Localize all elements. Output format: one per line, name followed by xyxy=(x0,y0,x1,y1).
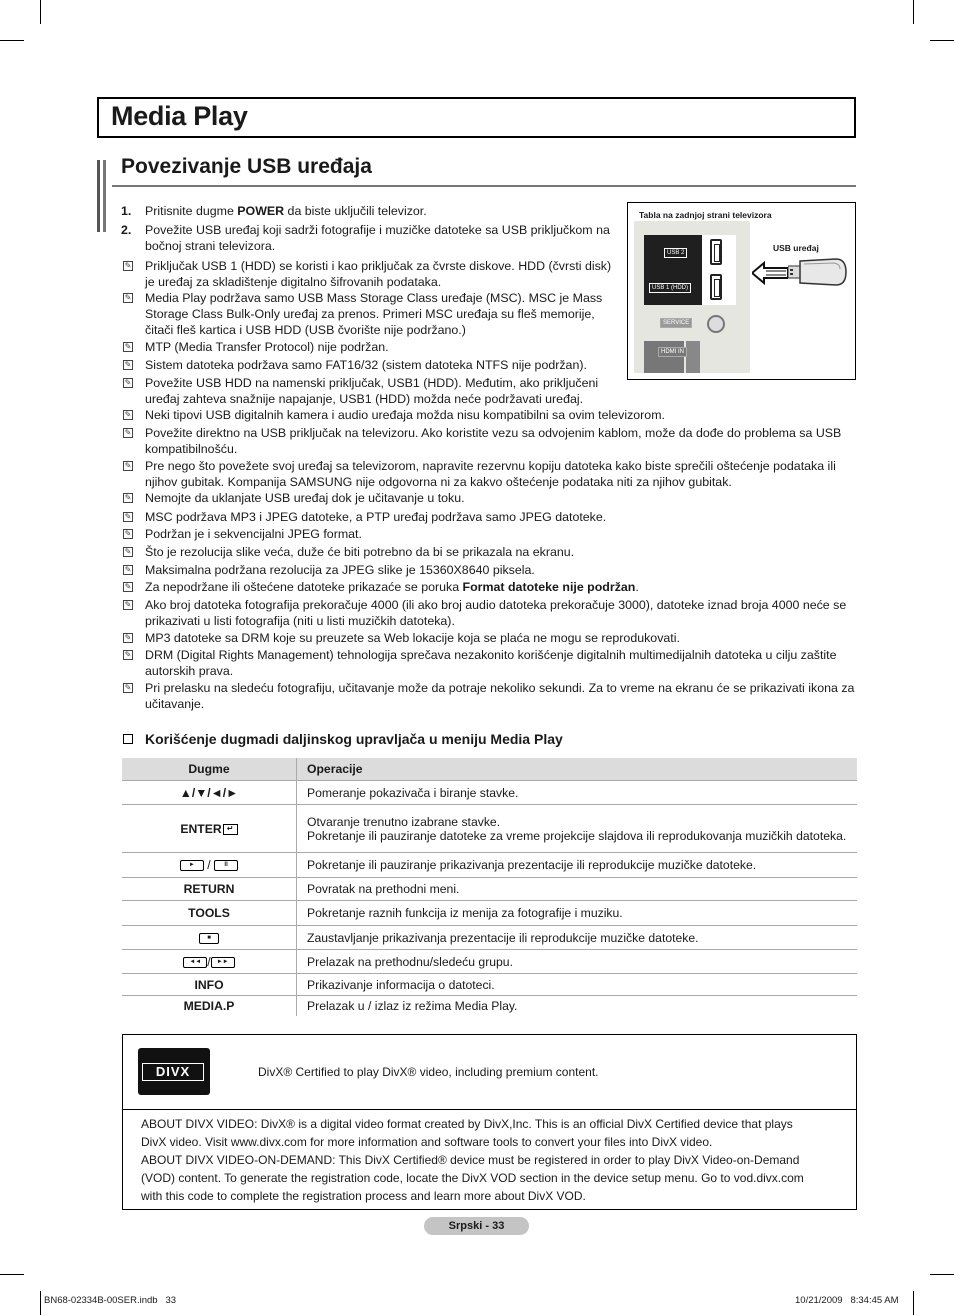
button-cell xyxy=(122,926,297,950)
note-icon: ✎ xyxy=(124,683,132,692)
usb1-label: USB 1 (HDD) xyxy=(649,283,691,293)
section-title: Povezivanje USB uređaja xyxy=(121,155,372,178)
crop-mark xyxy=(913,1291,914,1315)
crop-mark xyxy=(40,0,41,24)
step-text: Pritisnite dugme POWER da biste uključili televizor. xyxy=(145,204,427,218)
usb2-port-icon xyxy=(710,239,722,265)
note-icon: ✎ xyxy=(124,261,132,270)
usb2-label: USB 2 xyxy=(664,248,687,258)
button-cell: RETURN xyxy=(122,878,297,901)
note-icon: ✎ xyxy=(124,512,132,521)
divx-about-text: ABOUT DIVX VIDEO: DivX® is a digital video format created by DivX,Inc. This is an official DivX Certified device that plays DivX video. Visit www.divx.com for more information and software tools to convert your files into DivX video. ABOUT DIVX VIDEO-ON-DEMAND: This DivX Certified® device must be registered in order to play DivX Video-on-Demand (VOD) content. To generate the registration code, locate the DivX VOD section in the device setup menu. Go to vod.divx.com with this code to complete the registration process and learn more about DivX VOD. xyxy=(141,1117,804,1203)
remote-buttons-table xyxy=(122,758,857,1016)
panel-dark-area xyxy=(644,341,684,373)
table-row xyxy=(122,901,857,926)
forward-button-icon: ►► xyxy=(211,957,235,968)
note-icon: ✎ xyxy=(124,633,132,642)
operation-cell: Zaustavljanje prikazivanja prezentacije ili reprodukcije muzičke datoteke. xyxy=(297,926,858,950)
footer-file: BN68-02334B-00SER.indb 33 xyxy=(44,1295,177,1306)
section-bar xyxy=(97,160,100,232)
note-icon: ✎ xyxy=(124,293,132,302)
button-cell: ► / II xyxy=(122,853,297,878)
arrow-left-icon xyxy=(752,261,788,285)
usb-stick-icon xyxy=(788,255,848,289)
note-icon: ✎ xyxy=(124,582,132,591)
note-text: Ako broj datoteka fotografija prekoračuje 4000 (ili ako broj audio datoteka prekoračuje 3000), datoteke iznad broja 4000 neće se prikazivati u listi fotografija (niti u listi muzičkih datoteka). xyxy=(145,598,847,628)
service-label: SERVICE xyxy=(660,318,692,328)
page-number: Srpski - 33 xyxy=(424,1217,529,1235)
section-bar xyxy=(103,160,106,232)
subsection-title: Korišćenje dugmadi daljinskog upravljača u meniju Media Play xyxy=(145,731,563,747)
enter-icon: ↵ xyxy=(223,824,238,835)
note-text: Sistem datoteka podržava samo FAT16/32 (sistem datoteka NTFS nije podržan). xyxy=(145,358,587,372)
table-row xyxy=(122,878,857,901)
crop-mark xyxy=(913,0,914,24)
note-text: Povežite USB HDD na namenski priključak, USB1 (HDD). Međutim, ako priključeni uređaj zahteva snažnije napajanje, USB1 (HDD) možda neće podržavati uređaj. xyxy=(145,376,599,406)
rewind-button-icon: ◄◄ xyxy=(183,957,207,968)
note-text: MSC podržava MP3 i JPEG datoteke, a PTP uređaj podržava samo JPEG datoteke. xyxy=(145,510,607,524)
note-text: Maksimalna podržana rezolucija za JPEG slike je 15360X8640 piksela. xyxy=(145,563,535,577)
crop-mark xyxy=(0,1274,24,1275)
table-row xyxy=(122,853,857,878)
crop-mark xyxy=(930,1274,954,1275)
note-icon: ✎ xyxy=(124,461,132,470)
button-cell: TOOLS xyxy=(122,901,297,926)
note-icon: ✎ xyxy=(124,650,132,659)
operation-cell: Prikazivanje informacija o datoteci. xyxy=(297,974,858,996)
note-text: Podržan je i sekvencijalni JPEG format. xyxy=(145,527,362,541)
divx-certified-text: DivX® Certified to play DivX® video, including premium content. xyxy=(258,1065,599,1079)
operation-cell: Otvaranje trenutno izabrane stavke. Pokretanje ili pauziranje datoteke za vreme projekcije slajdova ili reprodukovanja muzičkih datoteka. xyxy=(297,805,858,853)
table-row xyxy=(122,974,857,996)
note-text: MTP (Media Transfer Protocol) nije podržan. xyxy=(145,340,389,354)
button-cell: MEDIA.P xyxy=(122,996,297,1016)
note-icon: ✎ xyxy=(124,547,132,556)
table-row xyxy=(122,781,857,805)
table-row xyxy=(122,926,857,950)
note-icon: ✎ xyxy=(124,493,132,502)
button-cell: ▲/▼/◄/► xyxy=(122,781,297,805)
table-header: Operacije xyxy=(297,758,858,781)
note-text: Pri prelasku na sledeću fotografiju, učitavanje može da potraje nekoliko sekundi. Za to vreme na ekranu će se prikazivati ikona za učitavanje. xyxy=(145,681,855,711)
page-title: Media Play xyxy=(111,101,248,131)
operation-cell: Pokretanje raznih funkcija iz menija za fotografije i muziku. xyxy=(297,901,858,926)
service-port-icon xyxy=(707,315,725,333)
usb1-port-icon xyxy=(710,274,722,300)
note-icon: ✎ xyxy=(124,428,132,437)
tv-panel xyxy=(634,221,750,373)
step-number: 1. xyxy=(121,204,132,218)
note-text: Za nepodržane ili oštećene datoteke prikazaće se poruka Format datoteke nije podržan. xyxy=(145,580,639,594)
button-cell: ◄◄ / ►► xyxy=(122,950,297,974)
hdmi-label: HDMI IN xyxy=(658,347,687,357)
operation-cell: Povratak na prethodni meni. xyxy=(297,878,858,901)
operation-cell: Prelazak u / izlaz iz režima Media Play. xyxy=(307,998,518,1013)
table-row xyxy=(122,950,857,974)
note-icon: ✎ xyxy=(124,410,132,419)
crop-mark xyxy=(0,40,24,41)
panel-dark-area xyxy=(686,341,700,373)
note-text: DRM (Digital Rights Management) tehnologija sprečava nezakonito korišćenje digitalnih multimedijalnih datoteka u cilju zaštite autorskih prava. xyxy=(145,648,837,678)
operation-cell: Pokretanje ili pauziranje prikazivanja prezentacije ili reprodukcije muzičke datoteke. xyxy=(297,853,858,878)
table-header: Dugme xyxy=(122,758,297,781)
crop-mark xyxy=(930,40,954,41)
note-text: Povežite direktno na USB priključak na televizoru. Ako koristite vezu sa odvojenim kablom, može da dođe do problema sa USB kompatibilnošću. xyxy=(145,426,842,456)
diagram-caption: Tabla na zadnjoj strani televizora xyxy=(639,210,772,220)
divider xyxy=(123,1109,856,1110)
button-cell: ENTER ↵ xyxy=(122,805,297,853)
step-number: 2. xyxy=(121,223,132,237)
button-cell: INFO xyxy=(122,974,297,996)
divx-box xyxy=(122,1034,857,1210)
note-text: Što je rezolucija slike veća, duže će biti potrebno da bi se prikazala na ekranu. xyxy=(145,545,575,559)
operation-cell: Prelazak na prethodnu/sledeću grupu. xyxy=(297,950,858,974)
note-icon: ✎ xyxy=(124,529,132,538)
note-text: Pre nego što povežete svoj uređaj sa televizorom, napravite rezervnu kopiju datoteka kako biste sprečili oštećenje podataka ili njihov gubitak. Kompanija SAMSUNG nije odgovorna ni za kakvo oštećenje podataka niti za njihov gubitak. xyxy=(145,459,836,489)
step-text: Povežite USB uređaj koji sadrži fotografije i muzičke datoteke sa USB priključkom na bočnoj strani televizora. xyxy=(145,223,610,253)
footer-date: 10/21/2009 8:34:45 AM xyxy=(795,1295,899,1306)
table-row xyxy=(122,805,857,853)
section-underline xyxy=(112,185,856,187)
note-icon: ✎ xyxy=(124,360,132,369)
note-icon: ✎ xyxy=(124,342,132,351)
note-icon: ✎ xyxy=(124,600,132,609)
note-text: MP3 datoteke sa DRM koje su preuzete sa Web lokacije koja se plaća ne mogu se reprodukovati. xyxy=(145,631,680,645)
play-button-icon: ► xyxy=(180,860,204,871)
subsection-bullet xyxy=(123,734,133,744)
note-text: Media Play podržava samo USB Mass Storage Class uređaje (MSC). MSC je Mass Storage Class Bulk-Only uređaj za prenos. Primeri MSC uređaja su fleš memorije, čitači fleš kartica i USB HDD (USB čvorište nije podržano.) xyxy=(145,291,603,337)
table-row xyxy=(122,996,857,1016)
crop-mark xyxy=(40,1291,41,1315)
operation-cell: Pomeranje pokazivača i biranje stavke. xyxy=(297,781,858,805)
pause-button-icon: II xyxy=(214,860,238,871)
panel-black-area xyxy=(644,235,704,305)
back-panel-diagram xyxy=(627,202,856,380)
stop-button-icon: ■ xyxy=(199,933,219,944)
note-text: Neki tipovi USB digitalnih kamera i audio uređaja možda nisu kompatibilni sa ovim televizorom. xyxy=(145,408,665,422)
divx-logo: DIVX xyxy=(138,1048,210,1095)
page-title-box xyxy=(97,97,856,138)
note-text: Priključak USB 1 (HDD) se koristi i kao priključak za čvrste diskove. HDD (čvrsti disk) je uređaj za skladištenje digitalno šifrovanih podataka. xyxy=(145,259,612,289)
note-icon: ✎ xyxy=(124,378,132,387)
usb-device-label: USB uređaj xyxy=(773,243,819,253)
note-text: Nemojte da uklanjate USB uređaj dok je učitavanje u toku. xyxy=(145,491,465,505)
note-icon: ✎ xyxy=(124,565,132,574)
